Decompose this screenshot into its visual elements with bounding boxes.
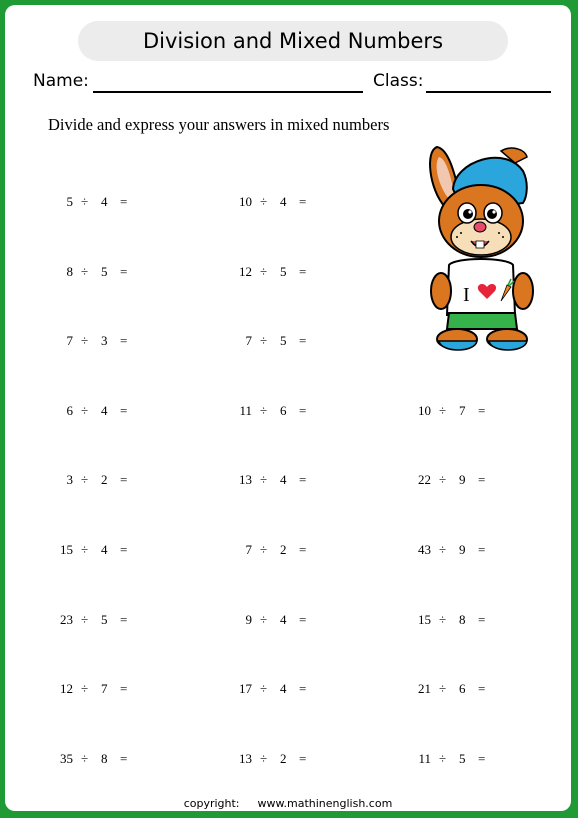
dividend: 23 bbox=[60, 612, 73, 627]
instructions: Divide and express your answers in mixed numbers bbox=[48, 115, 390, 134]
equals-sign: = bbox=[120, 333, 128, 348]
dividend: 10 bbox=[239, 194, 252, 209]
equals-sign: = bbox=[478, 681, 486, 696]
division-sign: ÷ bbox=[81, 681, 89, 696]
division-sign: ÷ bbox=[260, 403, 268, 418]
division-sign: ÷ bbox=[260, 612, 268, 627]
dividend: 11 bbox=[239, 403, 252, 418]
division-sign: ÷ bbox=[81, 194, 89, 209]
name-label: Name: bbox=[33, 71, 89, 91]
divisor: 4 bbox=[280, 681, 287, 696]
equals-sign: = bbox=[478, 472, 486, 487]
equals-sign: = bbox=[299, 751, 307, 766]
division-sign: ÷ bbox=[260, 542, 268, 557]
division-problem bbox=[238, 333, 318, 349]
name-field-line[interactable] bbox=[93, 91, 363, 93]
division-problem bbox=[59, 333, 139, 349]
division-problem bbox=[238, 751, 318, 767]
division-problem bbox=[238, 612, 318, 628]
worksheet-page bbox=[5, 5, 571, 811]
copyright-label: copyright: bbox=[183, 797, 240, 810]
dividend: 8 bbox=[66, 264, 73, 279]
divisor: 8 bbox=[101, 751, 108, 766]
division-sign: ÷ bbox=[260, 472, 268, 487]
dividend: 3 bbox=[66, 472, 73, 487]
division-problem bbox=[417, 751, 497, 767]
equals-sign: = bbox=[120, 751, 128, 766]
divisor: 5 bbox=[101, 264, 108, 279]
division-problem bbox=[238, 472, 318, 488]
equals-sign: = bbox=[478, 612, 486, 627]
divisor: 4 bbox=[280, 194, 287, 209]
dividend: 13 bbox=[239, 472, 252, 487]
divisor: 2 bbox=[101, 472, 108, 487]
division-problem bbox=[238, 542, 318, 558]
dividend: 7 bbox=[66, 333, 73, 348]
dividend: 11 bbox=[418, 751, 431, 766]
division-problem bbox=[238, 194, 318, 210]
dividend: 12 bbox=[239, 264, 252, 279]
dividend: 22 bbox=[418, 472, 431, 487]
division-sign: ÷ bbox=[439, 751, 447, 766]
division-problem bbox=[59, 264, 139, 280]
divisor: 7 bbox=[459, 403, 466, 418]
division-sign: ÷ bbox=[81, 264, 89, 279]
equals-sign: = bbox=[478, 751, 486, 766]
equals-sign: = bbox=[299, 264, 307, 279]
equals-sign: = bbox=[299, 681, 307, 696]
division-sign: ÷ bbox=[439, 612, 447, 627]
division-sign: ÷ bbox=[260, 264, 268, 279]
divisor: 3 bbox=[101, 333, 108, 348]
equals-sign: = bbox=[299, 472, 307, 487]
divisor: 2 bbox=[280, 542, 287, 557]
divisor: 9 bbox=[459, 472, 466, 487]
division-sign: ÷ bbox=[81, 751, 89, 766]
division-problem bbox=[417, 612, 497, 628]
equals-sign: = bbox=[478, 403, 486, 418]
division-problem bbox=[417, 472, 497, 488]
dividend: 15 bbox=[418, 612, 431, 627]
dividend: 5 bbox=[66, 194, 73, 209]
equals-sign: = bbox=[120, 681, 128, 696]
divisor: 5 bbox=[280, 264, 287, 279]
dividend: 43 bbox=[418, 542, 431, 557]
website-link[interactable]: www.mathinenglish.com bbox=[257, 797, 393, 810]
dividend: 21 bbox=[418, 681, 431, 696]
divisor: 8 bbox=[459, 612, 466, 627]
divisor: 5 bbox=[101, 612, 108, 627]
dividend: 35 bbox=[60, 751, 73, 766]
divisor: 5 bbox=[459, 751, 466, 766]
equals-sign: = bbox=[299, 542, 307, 557]
dividend: 12 bbox=[60, 681, 73, 696]
dividend: 17 bbox=[239, 681, 252, 696]
shirt-letter: I bbox=[463, 284, 470, 306]
equals-sign: = bbox=[299, 194, 307, 209]
division-problem bbox=[417, 403, 497, 419]
division-sign: ÷ bbox=[260, 333, 268, 348]
division-problem bbox=[59, 751, 139, 767]
division-sign: ÷ bbox=[81, 472, 89, 487]
division-problem bbox=[238, 403, 318, 419]
dividend: 13 bbox=[239, 751, 252, 766]
equals-sign: = bbox=[120, 403, 128, 418]
dividend: 6 bbox=[66, 403, 73, 418]
class-field-line[interactable] bbox=[426, 91, 551, 93]
footer bbox=[5, 797, 571, 810]
divisor: 7 bbox=[101, 681, 108, 696]
divisor: 2 bbox=[280, 751, 287, 766]
page-title: Division and Mixed Numbers bbox=[78, 21, 508, 61]
equals-sign: = bbox=[120, 612, 128, 627]
divisor: 4 bbox=[101, 403, 108, 418]
dividend: 7 bbox=[245, 542, 252, 557]
dividend: 15 bbox=[60, 542, 73, 557]
dividend: 7 bbox=[245, 333, 252, 348]
bunny-mascot-icon bbox=[415, 141, 551, 355]
division-problem bbox=[417, 681, 497, 697]
equals-sign: = bbox=[120, 542, 128, 557]
equals-sign: = bbox=[120, 194, 128, 209]
dividend: 9 bbox=[245, 612, 252, 627]
division-sign: ÷ bbox=[260, 681, 268, 696]
equals-sign: = bbox=[120, 472, 128, 487]
division-sign: ÷ bbox=[81, 612, 89, 627]
dividend: 10 bbox=[418, 403, 431, 418]
division-sign: ÷ bbox=[81, 333, 89, 348]
division-sign: ÷ bbox=[439, 472, 447, 487]
division-problem bbox=[59, 194, 139, 210]
divisor: 4 bbox=[280, 472, 287, 487]
division-sign: ÷ bbox=[439, 681, 447, 696]
equals-sign: = bbox=[120, 264, 128, 279]
division-problem bbox=[59, 681, 139, 697]
division-problem bbox=[417, 542, 497, 558]
divisor: 4 bbox=[101, 194, 108, 209]
class-label: Class: bbox=[373, 71, 424, 91]
divisor: 6 bbox=[280, 403, 287, 418]
division-problem bbox=[59, 542, 139, 558]
division-problem bbox=[59, 612, 139, 628]
division-sign: ÷ bbox=[439, 542, 447, 557]
division-problem bbox=[238, 264, 318, 280]
division-problem bbox=[59, 403, 139, 419]
division-sign: ÷ bbox=[439, 403, 447, 418]
divisor: 6 bbox=[459, 681, 466, 696]
equals-sign: = bbox=[299, 403, 307, 418]
divisor: 4 bbox=[280, 612, 287, 627]
divisor: 4 bbox=[101, 542, 108, 557]
division-sign: ÷ bbox=[81, 542, 89, 557]
division-problem bbox=[238, 681, 318, 697]
division-sign: ÷ bbox=[260, 751, 268, 766]
equals-sign: = bbox=[478, 542, 486, 557]
division-sign: ÷ bbox=[81, 403, 89, 418]
divisor: 9 bbox=[459, 542, 466, 557]
divisor: 5 bbox=[280, 333, 287, 348]
division-problem bbox=[59, 472, 139, 488]
equals-sign: = bbox=[299, 333, 307, 348]
division-sign: ÷ bbox=[260, 194, 268, 209]
equals-sign: = bbox=[299, 612, 307, 627]
